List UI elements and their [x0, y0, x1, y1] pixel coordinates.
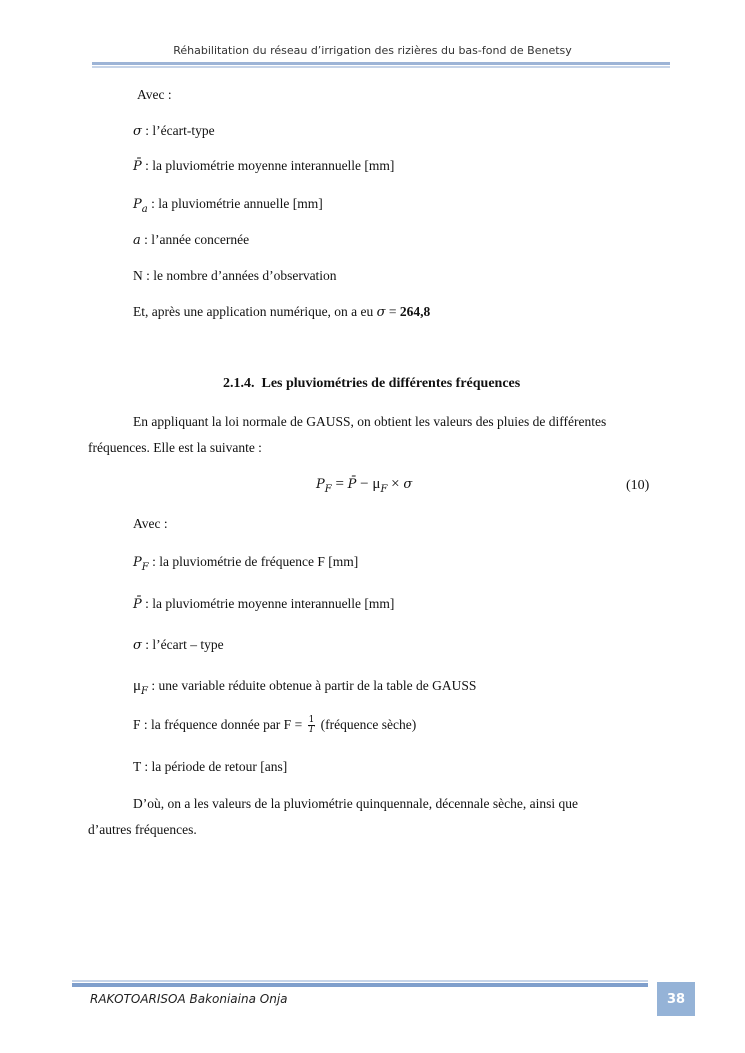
equation-10: [316, 476, 412, 496]
section-heading: [223, 376, 520, 392]
result-value: 264,8: [399, 304, 431, 319]
freq-after: (fréquence sèche): [317, 717, 417, 732]
def-pa-line: [133, 195, 323, 219]
def-text: : l’année concernée: [140, 232, 250, 247]
freq-numerator: 1: [308, 715, 315, 726]
sigma-symbol: σ: [376, 305, 386, 320]
header-rule: [92, 62, 670, 68]
footer-rule: [72, 980, 648, 988]
eq-minus: −: [356, 476, 373, 492]
paragraph-line-1: En appliquant la loi normale de GAUSS, on obtient les valeurs des pluies de différentes: [133, 414, 607, 429]
def-text: : la pluviométrie de fréquence F [mm]: [148, 554, 359, 569]
def-text: : l’écart – type: [141, 637, 224, 652]
def-text: : une variable réduite obtenue à partir de la table de GAUSS: [148, 678, 477, 693]
eq-mu-sub: F: [380, 484, 388, 495]
def-text: : la pluviométrie annuelle [mm]: [147, 196, 323, 211]
freq-text: F : la fréquence donnée par F =: [133, 717, 306, 732]
def-pbar-line: [133, 157, 394, 176]
section-title: Les pluviométries de différentes fréquences: [261, 376, 521, 391]
equals-sign: =: [385, 304, 400, 319]
result-text: Et, après une application numérique, on a eu: [133, 304, 377, 319]
eq-mu: μ: [372, 476, 381, 492]
paragraph-line-2: fréquences. Elle est la suivante :: [88, 440, 262, 455]
def-text: : l’écart-type: [141, 123, 215, 138]
def-mu-line: [133, 677, 476, 701]
def-period-line: T : la période de retour [ans]: [133, 759, 288, 774]
def-text: : la pluviométrie moyenne interannuelle [mm]: [141, 158, 395, 173]
def-freq-line: [133, 716, 416, 735]
result-line: [133, 303, 430, 322]
pbar-symbol: P̄: [133, 159, 142, 174]
eq-sigma: σ: [403, 477, 413, 492]
footer-author: RAKOTOARISOA Bakoniaina Onja: [90, 992, 288, 1006]
pf-subscript: F: [141, 561, 149, 573]
mu-subscript: F: [141, 685, 148, 697]
def-text: : la pluviométrie moyenne interannuelle [mm]: [141, 596, 395, 611]
sigma-symbol: σ: [133, 638, 142, 653]
eq-times: ×: [387, 476, 404, 492]
eq-equals: =: [331, 476, 348, 492]
conclusion-line-1: D’où, on a les valeurs de la pluviométrie quinquennale, décennale sèche, ainsi que: [133, 796, 578, 811]
conclusion-line-2: d’autres fréquences.: [88, 822, 197, 837]
mu-symbol: μ: [133, 678, 142, 694]
def-sigma-line: [133, 122, 215, 141]
freq-denominator: T: [308, 725, 315, 736]
eq-pf-sub: F: [324, 484, 332, 495]
def-a-line: [133, 231, 249, 250]
header-title: Réhabilitation du réseau d’irrigation des rizières du bas-fond de Benetsy: [173, 44, 572, 57]
def-n-line: N : le nombre d’années d’observation: [133, 268, 337, 283]
a-symbol: a: [133, 233, 141, 248]
section-number: 2.1.4.: [223, 376, 255, 391]
freq-fraction: [308, 716, 316, 735]
pa-subscript: a: [141, 203, 148, 215]
pbar-symbol: P̄: [133, 597, 142, 612]
def-sigma2-line: [133, 636, 224, 655]
sigma-symbol: σ: [133, 124, 142, 139]
eq-pf: P: [316, 477, 325, 492]
def-pbar2-line: [133, 595, 394, 614]
avec-label-1: Avec :: [137, 87, 172, 102]
eq-pbar: P̄: [347, 477, 357, 492]
pf-symbol: P: [133, 555, 142, 570]
equation-number: (10): [626, 478, 650, 493]
def-pf-line: [133, 553, 358, 577]
pa-symbol: P: [133, 197, 142, 212]
avec-label-2: Avec :: [133, 516, 168, 531]
page-number: 38: [657, 982, 695, 1016]
